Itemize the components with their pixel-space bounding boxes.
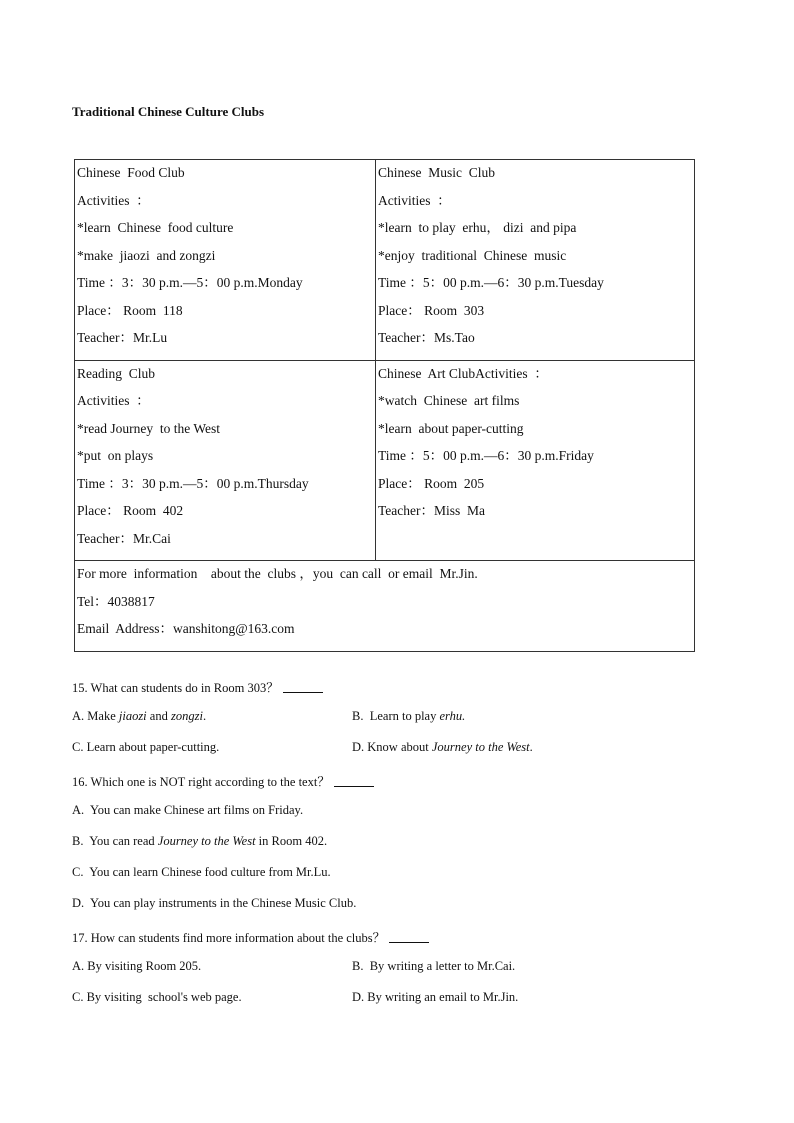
club-time: Time ：5：00 p.m.—6：30 p.m.Tuesday [378,275,604,290]
table-row [75,360,695,561]
question-text: What can students do in Room 303？ [87,681,279,695]
club-cell-food [75,160,376,361]
answer-blank[interactable] [283,680,323,693]
club-cell-art [376,360,695,561]
activity-item: *enjoy traditional Chinese music [378,247,567,263]
club-time: Time ：3：30 p.m.—5：00 p.m.Monday [77,275,303,290]
activity-item: *learn Chinese food culture [77,220,234,235]
answer-blank[interactable] [389,930,429,943]
club-teacher: Teacher：Miss Ma [378,503,486,518]
club-cell-music [376,160,695,361]
option-c[interactable]: C. You can learn Chinese food culture from Mr.Lu. [72,865,331,879]
club-name: Chinese Art ClubActivities ： [378,365,548,381]
option-a[interactable]: A. You can make Chinese art films on Friday. [72,803,304,817]
club-teacher: Teacher：Mr.Lu [77,330,168,345]
question-text: How can students find more information about the clubs？ [87,931,386,945]
activity-item: *watch Chinese art films [378,393,520,408]
info-cell [75,561,695,652]
question-number: 17. [72,931,88,945]
activity-item: *read Journey to the West [77,420,221,436]
table-row [75,561,695,652]
club-place: Place： Room 118 [77,302,183,318]
option-b[interactable]: B. You can read Journey to the West in Room 402. [72,834,328,848]
question-17 [72,928,429,946]
answer-blank[interactable] [334,774,374,787]
info-email: Email Address：wanshitong@163.com [77,621,295,636]
page-title: Traditional Chinese Culture Clubs [72,104,265,119]
clubs-table [74,159,695,652]
activities-label: Activities ： [77,393,150,408]
club-name: Reading Club [77,365,155,381]
club-name: Chinese Food Club [77,165,185,180]
activity-item: *learn about paper-cutting [378,420,524,436]
club-teacher: Teacher：Mr.Cai [77,530,171,546]
activity-item: *learn to play erhu， dizi and pipa [378,220,577,235]
option-c[interactable]: C. Learn about paper-cutting. [72,740,220,754]
activities-label: Activities ： [378,192,451,208]
club-cell-reading [75,360,376,561]
club-time: Time ：3：30 p.m.—5：00 p.m.Thursday [77,475,309,491]
club-place: Place： Room 402 [77,503,184,518]
activity-item: *make jiaozi and zongzi [77,247,216,263]
option-d[interactable]: D. You can play instruments in the Chinese Music Club. [72,896,357,910]
option-a[interactable]: A. By visiting Room 205. [72,959,202,973]
question-number: 16. [72,775,88,789]
club-place: Place： Room 205 [378,475,485,491]
question-15 [72,678,323,696]
option-b[interactable]: B. Learn to play erhu. [352,709,466,723]
info-text: For more information about the clubs ，you can call or email Mr.Jin. [77,566,478,581]
option-d[interactable]: D. By writing an email to Mr.Jin. [352,990,519,1004]
question-number: 15. [72,681,88,695]
question-16 [72,772,374,790]
club-place: Place： Room 303 [378,302,485,318]
activity-item: *put on plays [77,448,154,463]
club-teacher: Teacher：Ms.Tao [378,330,475,345]
option-c[interactable]: C. By visiting school's web page. [72,990,242,1004]
info-tel: Tel：4038817 [77,593,155,609]
club-name: Chinese Music Club [378,165,495,180]
activities-label: Activities ： [77,192,150,208]
option-b[interactable]: B. By writing a letter to Mr.Cai. [352,959,516,973]
club-time: Time ：5：00 p.m.—6：30 p.m.Friday [378,448,594,463]
option-a[interactable]: A. Make jiaozi and zongzi. [72,709,207,723]
option-d[interactable]: D. Know about Journey to the West. [352,740,533,754]
question-text: Which one is NOT right according to the text？ [87,775,330,789]
table-row [75,160,695,361]
